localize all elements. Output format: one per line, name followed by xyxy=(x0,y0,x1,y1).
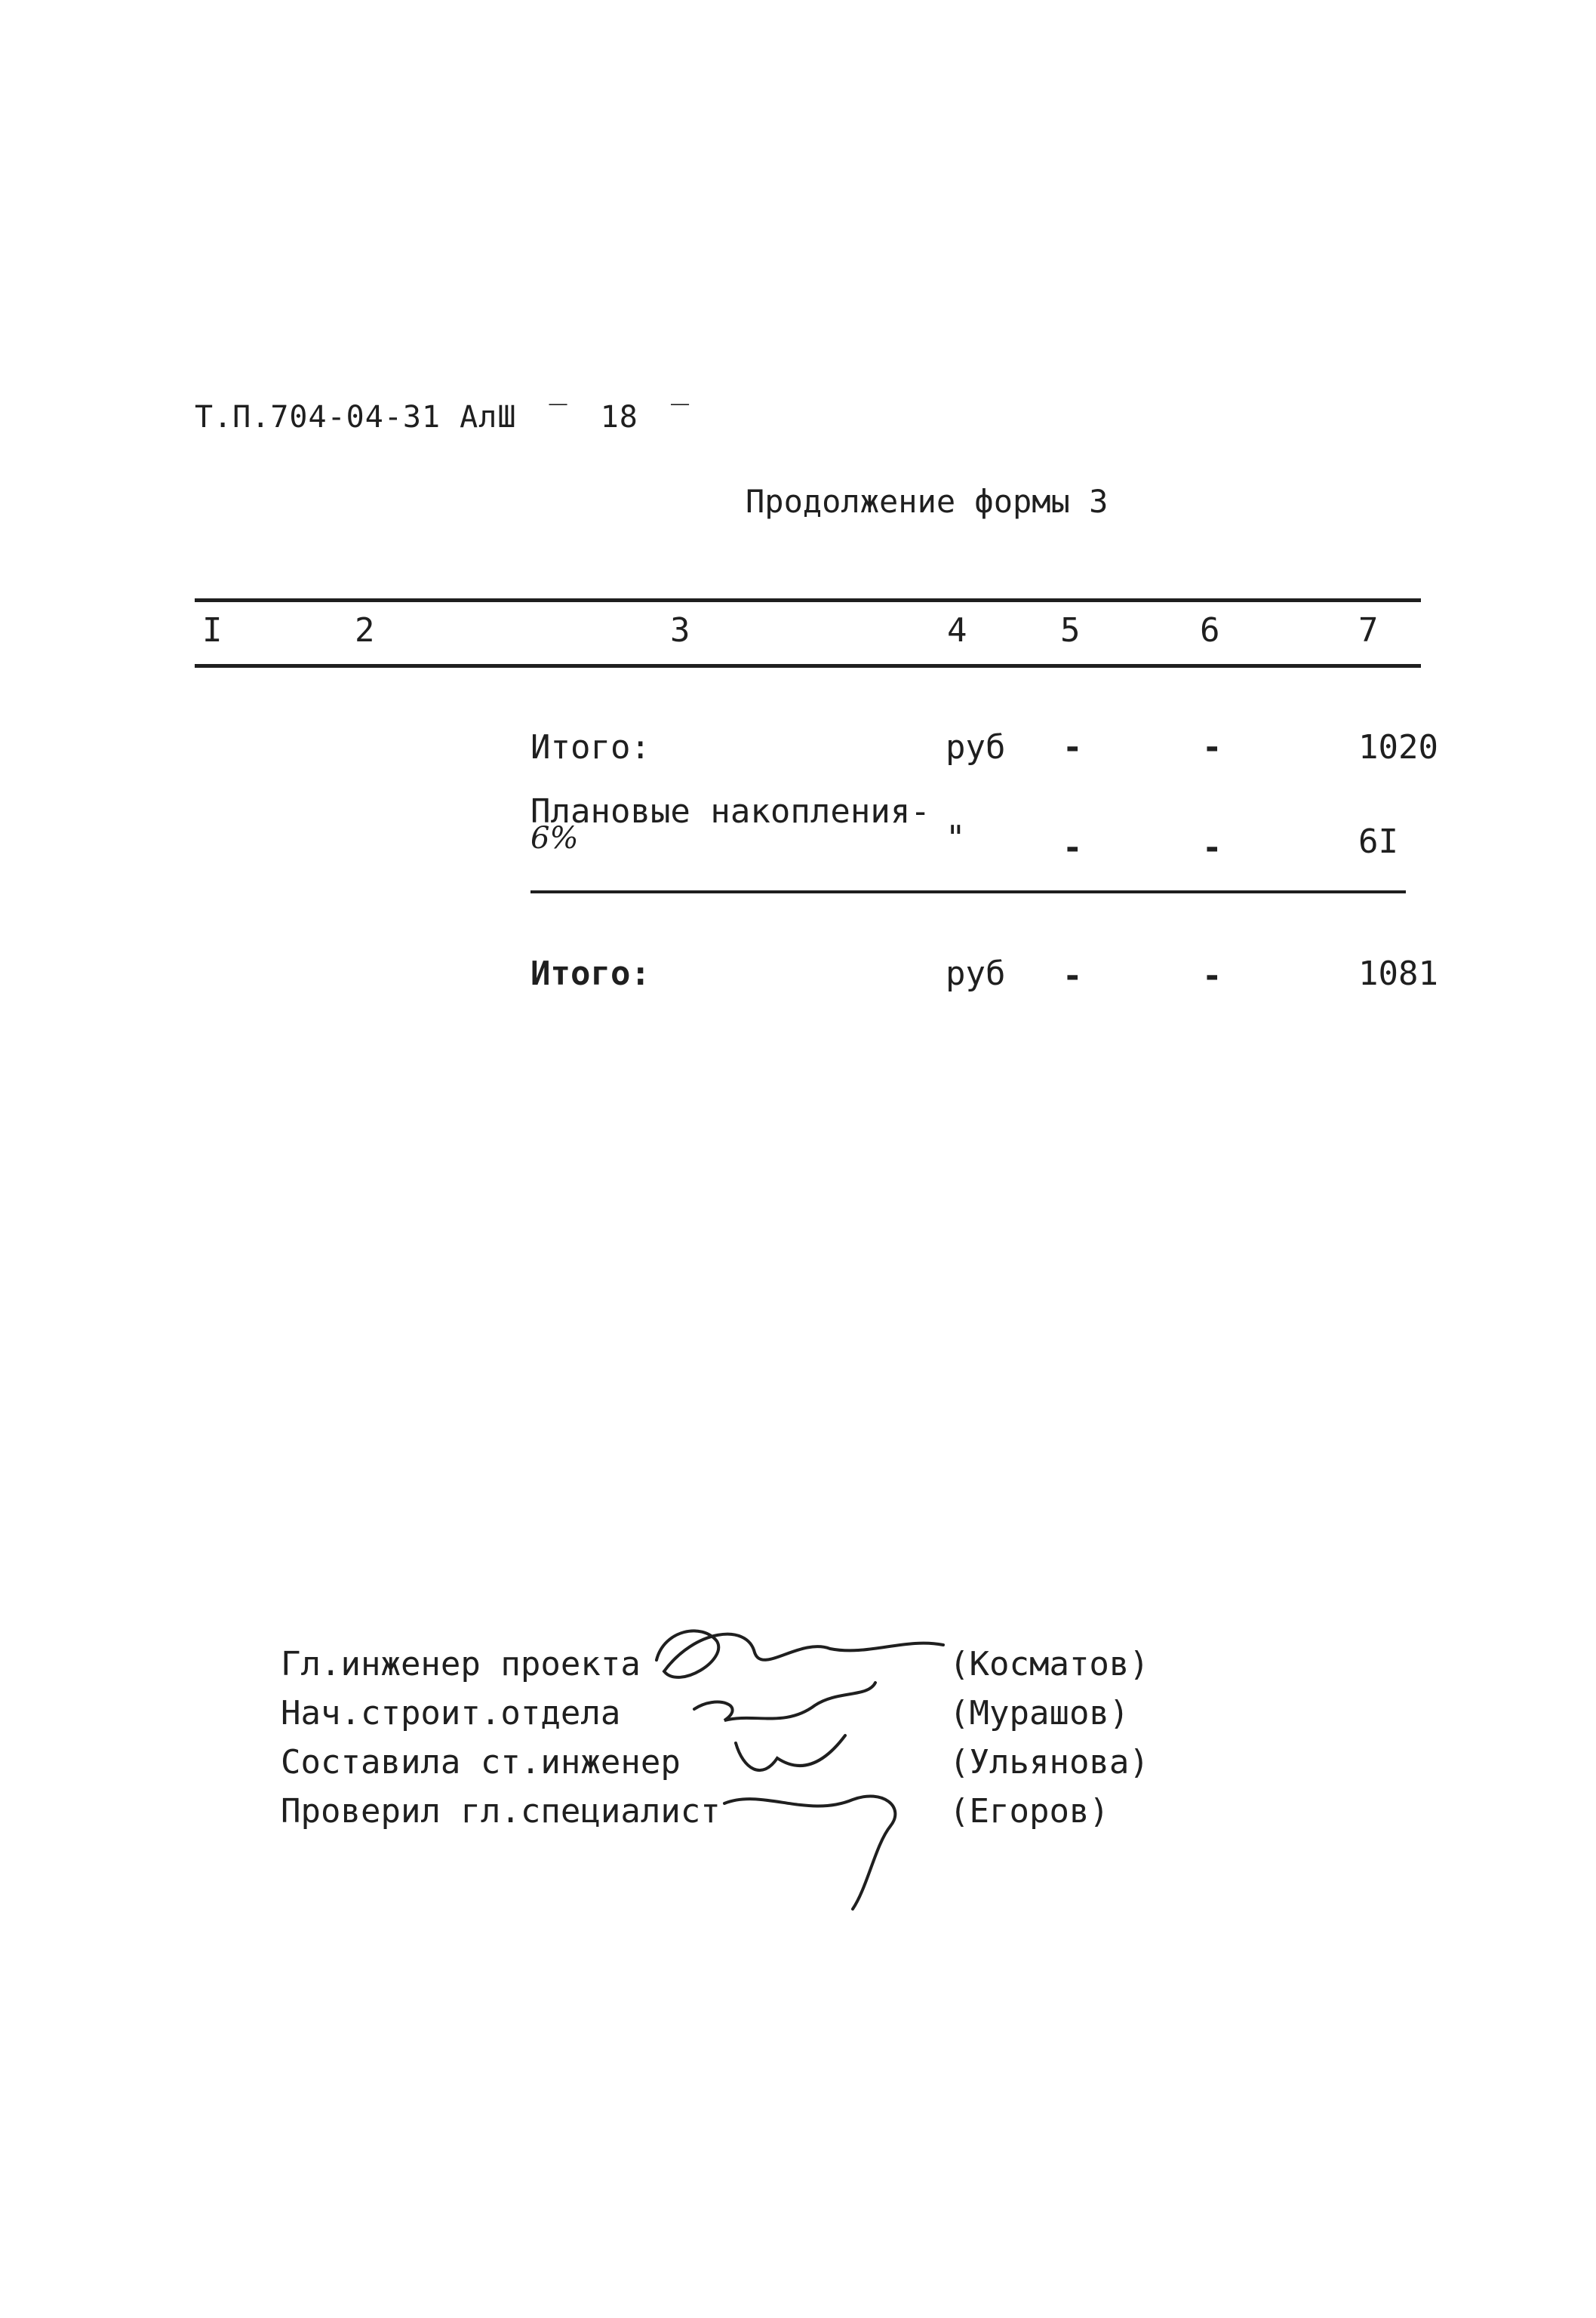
continuation-title: Продолжение формы 3 xyxy=(746,483,1109,520)
row2-unit: " xyxy=(946,819,966,857)
row3-col5: - xyxy=(1062,957,1083,995)
col-header-7: 7 xyxy=(1358,611,1379,650)
sign-role-4: Проверил гл.специалист xyxy=(281,1792,721,1831)
signature-3 xyxy=(736,1735,845,1770)
row1-col5: - xyxy=(1062,728,1083,767)
row1-total: 1020 xyxy=(1358,728,1438,767)
row2-total: 6I xyxy=(1358,822,1398,861)
signature-4 xyxy=(724,1796,895,1909)
col-header-6: 6 xyxy=(1200,611,1220,650)
row2-name: Плановые накопления- xyxy=(530,792,930,831)
row1-name: Итого: xyxy=(530,728,650,767)
row3-name: Итого: xyxy=(530,955,650,993)
sign-person-2: (Мурашов) xyxy=(949,1694,1130,1732)
col-header-4: 4 xyxy=(947,611,967,650)
row2-percent: 6% xyxy=(530,821,579,856)
row2-col5: - xyxy=(1062,829,1083,867)
row3-total: 1081 xyxy=(1358,955,1438,993)
signature-2 xyxy=(694,1683,875,1720)
dash-right: ‾ xyxy=(670,400,690,435)
doc-code-text: Т.П.704-04-31 АлШ xyxy=(195,400,517,435)
sign-person-1: (Косматов) xyxy=(949,1645,1149,1683)
row2-col6: - xyxy=(1202,829,1222,867)
row3-unit: руб xyxy=(946,955,1006,993)
dash-left: ‾ xyxy=(549,400,568,435)
sign-role-1: Гл.инженер проекта xyxy=(281,1645,641,1683)
row1-unit: руб xyxy=(946,728,1006,767)
sign-role-2: Нач.строит.отдела xyxy=(281,1694,621,1732)
signature-1 xyxy=(657,1631,943,1677)
sign-person-3: (Ульянова) xyxy=(949,1743,1149,1782)
col-header-3: 3 xyxy=(670,611,690,650)
col-header-2: 2 xyxy=(355,611,375,650)
sheet-number: 18 xyxy=(600,400,638,435)
col-header-5: 5 xyxy=(1060,611,1081,650)
col-header-1: I xyxy=(202,611,223,650)
row1-col6: - xyxy=(1202,728,1222,767)
sign-role-3: Составила ст.инженер xyxy=(281,1743,681,1782)
sign-person-4: (Егоров) xyxy=(949,1792,1109,1831)
row3-col6: - xyxy=(1202,957,1222,995)
